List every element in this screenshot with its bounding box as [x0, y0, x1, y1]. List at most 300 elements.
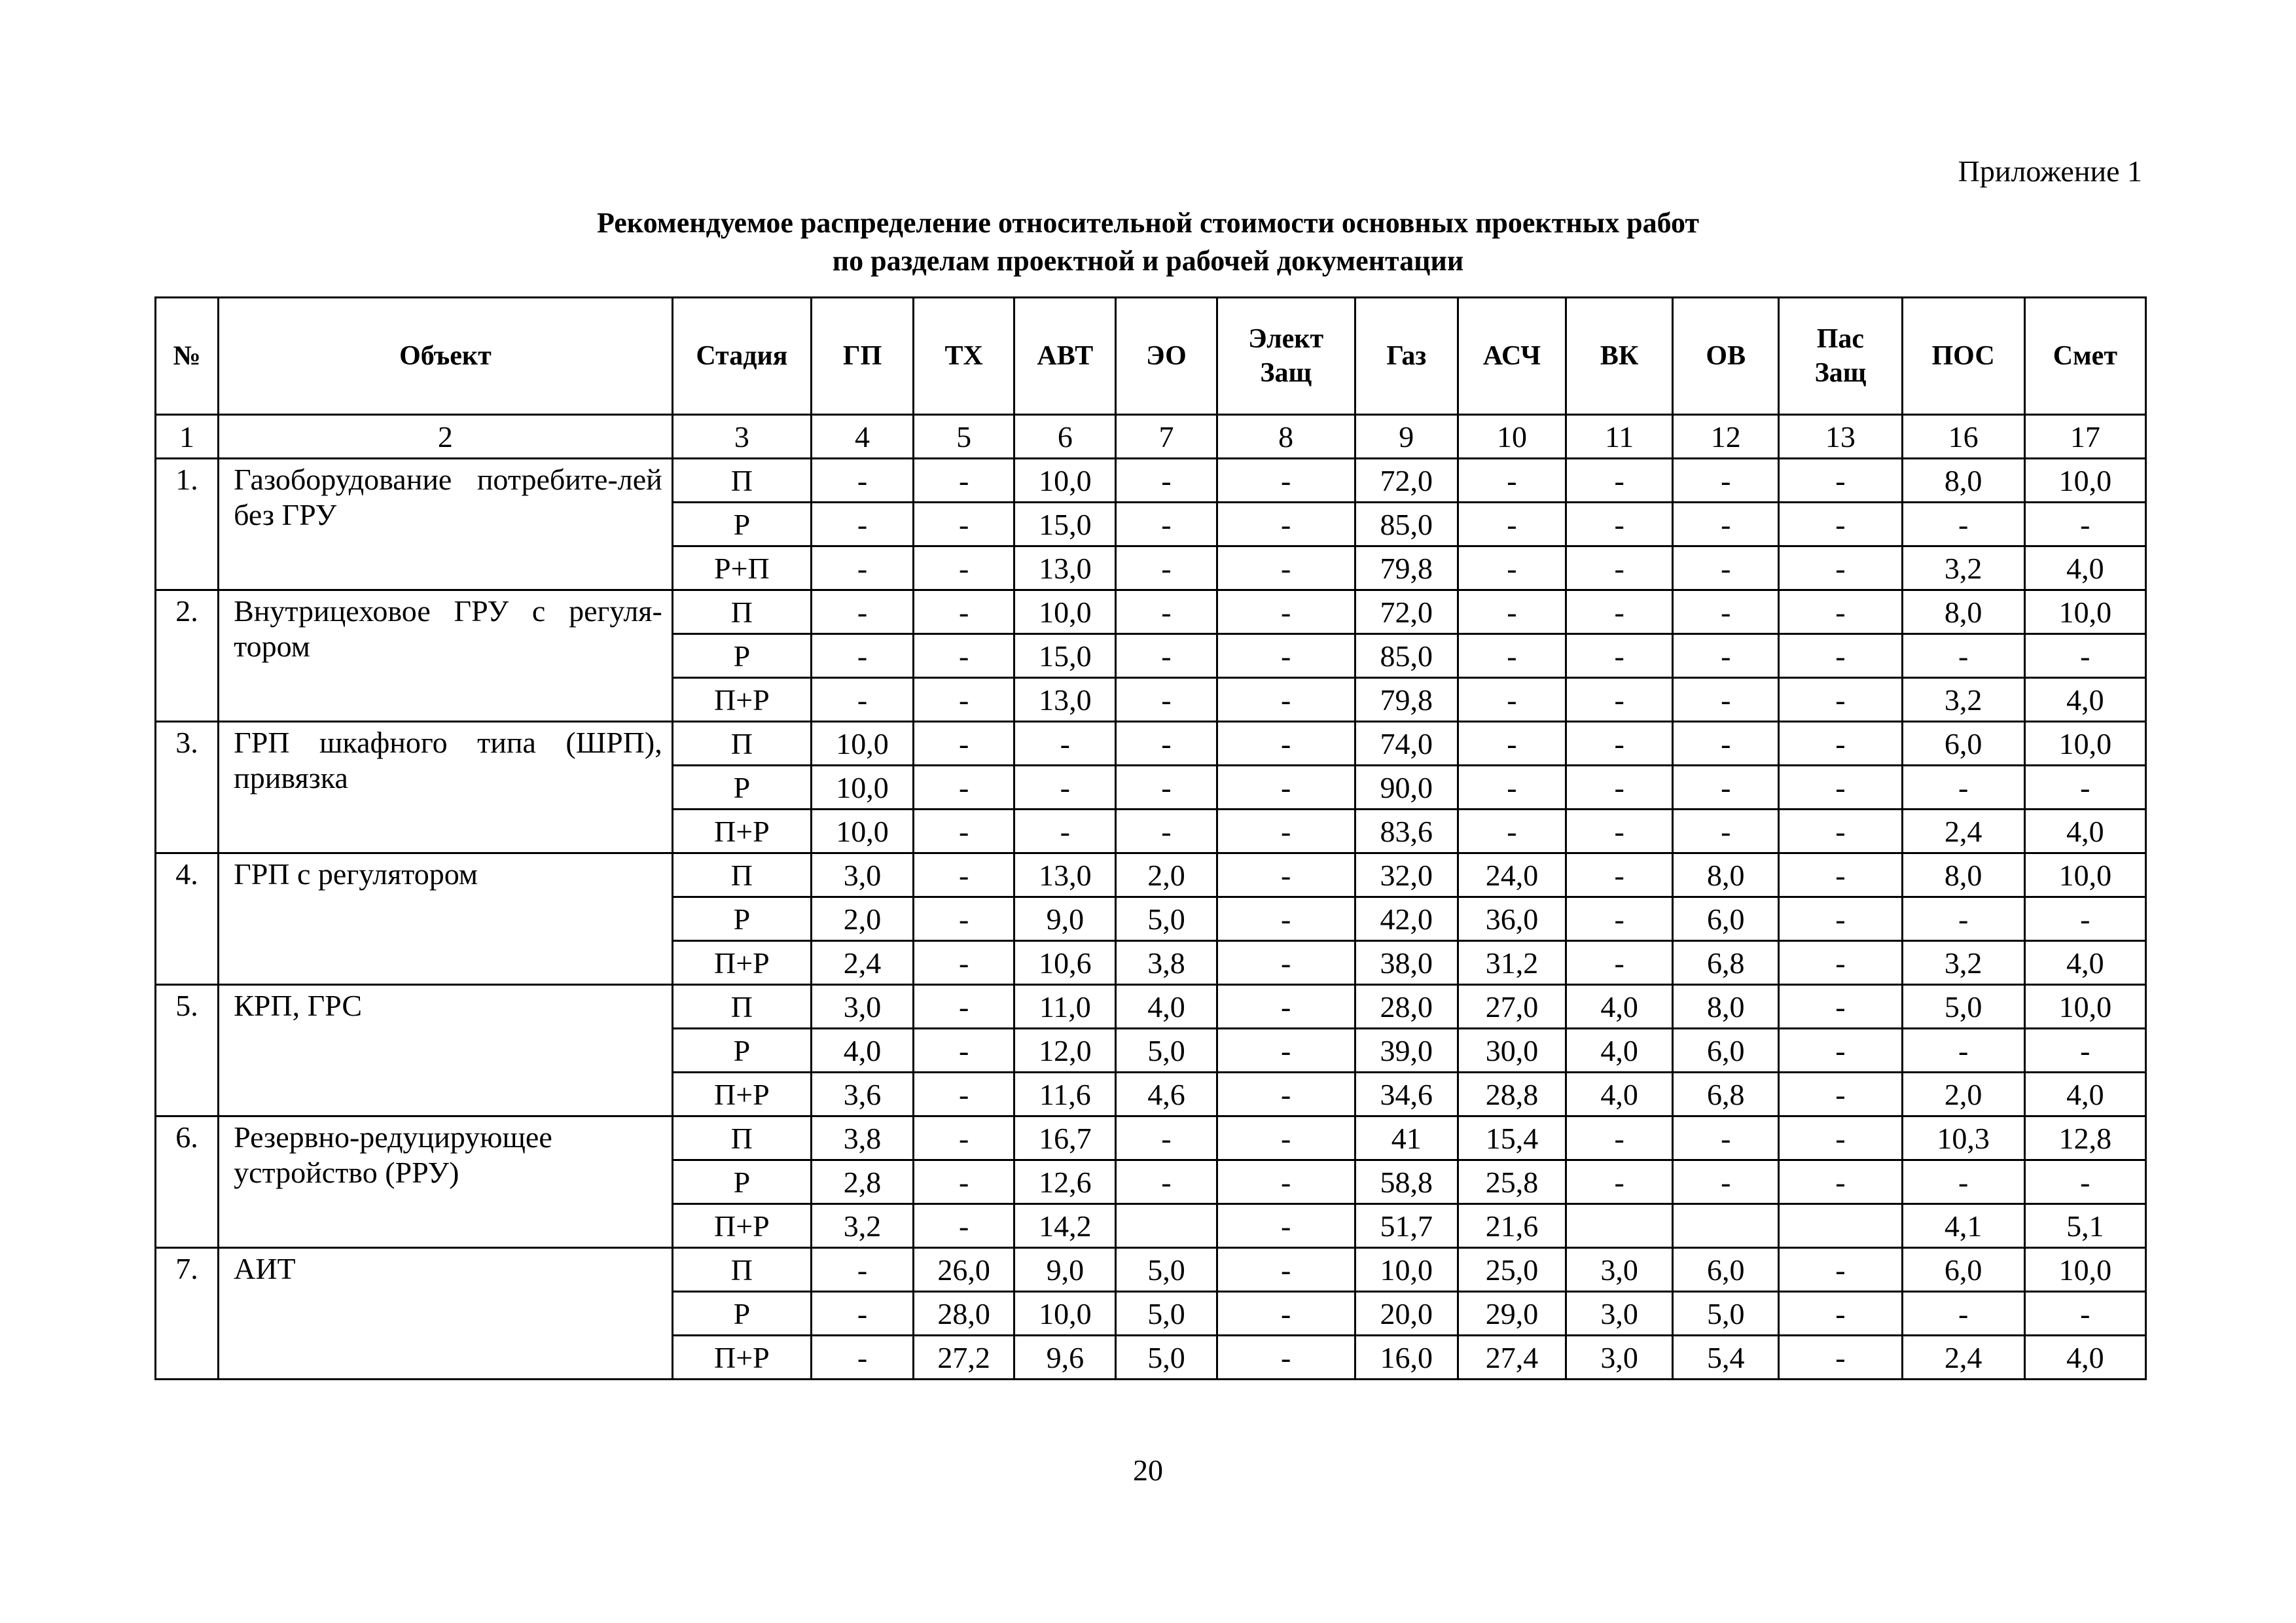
value-cell: 15,4	[1458, 1116, 1566, 1160]
row-number-cell: 7.	[156, 1248, 219, 1380]
value-cell: 3,2	[811, 1204, 913, 1248]
column-header: ЭО	[1116, 298, 1217, 415]
column-header: ОВ	[1673, 298, 1779, 415]
value-cell: 4,0	[1566, 1029, 1673, 1073]
value-cell: -	[1566, 853, 1673, 897]
value-cell: 24,0	[1458, 853, 1566, 897]
stage-cell: П+Р	[672, 941, 811, 985]
value-cell: 5,0	[1116, 1292, 1217, 1336]
value-cell: 4,6	[1116, 1073, 1217, 1116]
stage-cell: Р	[672, 1292, 811, 1336]
value-cell: 9,0	[1014, 897, 1116, 941]
value-cell: -	[1458, 459, 1566, 503]
value-cell: 3,2	[1902, 546, 2024, 590]
value-cell: -	[1217, 853, 1355, 897]
value-cell: -	[1566, 722, 1673, 766]
value-cell: 28,8	[1458, 1073, 1566, 1116]
value-cell: -	[1217, 1073, 1355, 1116]
value-cell: 2,4	[811, 941, 913, 985]
column-number-cell: 8	[1217, 415, 1355, 459]
value-cell: -	[1673, 546, 1779, 590]
table-row	[156, 985, 2146, 1029]
value-cell: 4,0	[2024, 678, 2145, 722]
value-cell: 28,0	[1355, 985, 1458, 1029]
value-cell: 12,6	[1014, 1160, 1116, 1204]
value-cell: -	[1779, 897, 1902, 941]
value-cell: 3,8	[1116, 941, 1217, 985]
value-cell: 72,0	[1355, 590, 1458, 634]
row-number-cell: 5.	[156, 985, 219, 1116]
value-cell: -	[1217, 1336, 1355, 1380]
value-cell: 15,0	[1014, 634, 1116, 678]
value-cell: -	[1779, 941, 1902, 985]
value-cell: -	[914, 810, 1014, 853]
column-header: ГП	[811, 298, 913, 415]
value-cell: -	[1217, 941, 1355, 985]
value-cell: -	[1566, 1160, 1673, 1204]
value-cell: -	[1779, 1073, 1902, 1116]
value-cell: 13,0	[1014, 853, 1116, 897]
value-cell: -	[1458, 634, 1566, 678]
value-cell: 10,0	[2024, 459, 2145, 503]
column-header: Смет	[2024, 298, 2145, 415]
stage-cell: Р	[672, 1029, 811, 1073]
value-cell: 85,0	[1355, 634, 1458, 678]
value-cell: -	[1458, 722, 1566, 766]
value-cell: 8,0	[1673, 853, 1779, 897]
value-cell: -	[914, 1029, 1014, 1073]
value-cell: 5,0	[1116, 1029, 1217, 1073]
value-cell: -	[1779, 1292, 1902, 1336]
column-header: АСЧ	[1458, 298, 1566, 415]
column-number-cell: 5	[914, 415, 1014, 459]
value-cell: -	[1217, 1248, 1355, 1292]
value-cell: 12,0	[1014, 1029, 1116, 1073]
cost-distribution-table	[154, 296, 2147, 1380]
value-cell: -	[914, 1160, 1014, 1204]
column-number-cell: 7	[1116, 415, 1217, 459]
column-number-cell: 6	[1014, 415, 1116, 459]
stage-cell: Р	[672, 897, 811, 941]
value-cell: 10,0	[2024, 1248, 2145, 1292]
value-cell: -	[1902, 1160, 2024, 1204]
value-cell: -	[914, 897, 1014, 941]
value-cell: -	[1116, 634, 1217, 678]
value-cell: -	[2024, 1292, 2145, 1336]
value-cell: -	[914, 1116, 1014, 1160]
value-cell: -	[1217, 1116, 1355, 1160]
value-cell: -	[914, 985, 1014, 1029]
value-cell: -	[1779, 546, 1902, 590]
value-cell: -	[914, 503, 1014, 546]
stage-cell: Р	[672, 1160, 811, 1204]
stage-cell: Р+П	[672, 546, 811, 590]
value-cell: -	[1217, 1292, 1355, 1336]
column-number-cell: 9	[1355, 415, 1458, 459]
value-cell: 4,0	[811, 1029, 913, 1073]
stage-cell: П	[672, 1248, 811, 1292]
value-cell: -	[2024, 503, 2145, 546]
value-cell: -	[1116, 722, 1217, 766]
value-cell: -	[811, 1292, 913, 1336]
value-cell: -	[914, 941, 1014, 985]
column-header: Стадия	[672, 298, 811, 415]
value-cell: -	[1566, 1116, 1673, 1160]
value-cell: -	[1217, 634, 1355, 678]
value-cell: 39,0	[1355, 1029, 1458, 1073]
value-cell: -	[914, 722, 1014, 766]
value-cell: -	[1116, 590, 1217, 634]
value-cell: -	[1014, 766, 1116, 810]
value-cell: -	[1217, 810, 1355, 853]
value-cell: -	[1779, 590, 1902, 634]
stage-cell: П	[672, 590, 811, 634]
value-cell: 58,8	[1355, 1160, 1458, 1204]
object-name-cell: Резервно-редуцирующее устройство (РРУ)	[219, 1116, 673, 1248]
value-cell: 5,0	[1116, 1248, 1217, 1292]
value-cell: 38,0	[1355, 941, 1458, 985]
page-number: 20	[1133, 1454, 1163, 1487]
value-cell: 10,0	[1014, 590, 1116, 634]
table-row	[156, 853, 2146, 897]
value-cell: 10,3	[1902, 1116, 2024, 1160]
stage-cell: П+Р	[672, 1073, 811, 1116]
value-cell: 51,7	[1355, 1204, 1458, 1248]
value-cell: 6,0	[1902, 1248, 2024, 1292]
appendix-label: Приложение 1	[1958, 154, 2142, 188]
value-cell: 21,6	[1458, 1204, 1566, 1248]
value-cell: 6,0	[1673, 897, 1779, 941]
column-number-cell: 17	[2024, 415, 2145, 459]
value-cell: -	[811, 546, 913, 590]
value-cell: -	[1014, 810, 1116, 853]
value-cell: 10,0	[2024, 722, 2145, 766]
table-row	[156, 722, 2146, 766]
value-cell	[1566, 1204, 1673, 1248]
value-cell: -	[1566, 897, 1673, 941]
column-number-cell: 16	[1902, 415, 2024, 459]
value-cell: 83,6	[1355, 810, 1458, 853]
value-cell	[1673, 1204, 1779, 1248]
value-cell: 30,0	[1458, 1029, 1566, 1073]
value-cell: 27,0	[1458, 985, 1566, 1029]
value-cell: 25,8	[1458, 1160, 1566, 1204]
column-number-cell: 11	[1566, 415, 1673, 459]
value-cell: -	[1779, 853, 1902, 897]
value-cell: 10,0	[811, 766, 913, 810]
value-cell: 8,0	[1673, 985, 1779, 1029]
value-cell: -	[811, 459, 913, 503]
row-number-cell: 6.	[156, 1116, 219, 1248]
stage-cell: П	[672, 853, 811, 897]
value-cell: -	[1902, 766, 2024, 810]
title-line-1: Рекомендуемое распределение относительной стоимости основных проектных работ	[596, 207, 1700, 239]
value-cell: -	[1673, 634, 1779, 678]
value-cell: -	[1779, 985, 1902, 1029]
column-number-cell: 10	[1458, 415, 1566, 459]
value-cell: -	[1673, 503, 1779, 546]
value-cell: 10,0	[811, 722, 913, 766]
value-cell: -	[1673, 1116, 1779, 1160]
stage-cell: П+Р	[672, 1204, 811, 1248]
value-cell: 5,4	[1673, 1336, 1779, 1380]
object-name-cell: ГРП шкафного типа (ШРП), привязка	[219, 722, 673, 853]
value-cell: -	[1116, 546, 1217, 590]
value-cell: -	[1673, 678, 1779, 722]
value-cell: -	[811, 1336, 913, 1380]
value-cell: -	[1217, 722, 1355, 766]
value-cell: -	[1779, 722, 1902, 766]
value-cell: 14,2	[1014, 1204, 1116, 1248]
column-number-row	[156, 415, 2146, 459]
value-cell: -	[1217, 766, 1355, 810]
value-cell: -	[914, 590, 1014, 634]
value-cell: 2,4	[1902, 810, 2024, 853]
column-header: ВК	[1566, 298, 1673, 415]
column-header: Пас Защ	[1779, 298, 1902, 415]
value-cell: -	[1902, 1292, 2024, 1336]
value-cell: 79,8	[1355, 546, 1458, 590]
table-row	[156, 459, 2146, 503]
value-cell: -	[914, 459, 1014, 503]
value-cell: 4,0	[1116, 985, 1217, 1029]
value-cell: -	[1217, 503, 1355, 546]
object-name-cell: Внутрицеховое ГРУ с регуля-тором	[219, 590, 673, 722]
value-cell: -	[1779, 459, 1902, 503]
value-cell: 8,0	[1902, 459, 2024, 503]
value-cell: -	[1779, 1248, 1902, 1292]
value-cell: -	[1779, 634, 1902, 678]
value-cell: 3,0	[811, 853, 913, 897]
value-cell: 10,0	[2024, 985, 2145, 1029]
value-cell: -	[1116, 1160, 1217, 1204]
object-name-cell: КРП, ГРС	[219, 985, 673, 1116]
value-cell: 5,0	[1116, 897, 1217, 941]
object-name-cell: АИТ	[219, 1248, 673, 1380]
value-cell: 10,0	[1355, 1248, 1458, 1292]
value-cell: 85,0	[1355, 503, 1458, 546]
column-number-cell: 3	[672, 415, 811, 459]
value-cell: -	[1458, 546, 1566, 590]
value-cell: -	[1217, 985, 1355, 1029]
value-cell: 79,8	[1355, 678, 1458, 722]
stage-cell: П	[672, 459, 811, 503]
value-cell: 13,0	[1014, 678, 1116, 722]
value-cell: 10,0	[2024, 590, 2145, 634]
value-cell: -	[914, 766, 1014, 810]
value-cell: -	[1779, 1029, 1902, 1073]
value-cell: -	[811, 678, 913, 722]
object-name-cell: ГРП с регулятором	[219, 853, 673, 985]
value-cell: -	[1566, 766, 1673, 810]
value-cell: 3,8	[811, 1116, 913, 1160]
value-cell: -	[1673, 810, 1779, 853]
value-cell: 16,7	[1014, 1116, 1116, 1160]
stage-cell: П	[672, 985, 811, 1029]
value-cell: -	[1566, 810, 1673, 853]
value-cell: -	[2024, 1160, 2145, 1204]
value-cell: 41	[1355, 1116, 1458, 1160]
value-cell: -	[2024, 766, 2145, 810]
value-cell: 3,6	[811, 1073, 913, 1116]
value-cell: 6,0	[1673, 1248, 1779, 1292]
value-cell: 4,1	[1902, 1204, 2024, 1248]
value-cell: 2,4	[1902, 1336, 2024, 1380]
value-cell: -	[2024, 1029, 2145, 1073]
column-header: АВТ	[1014, 298, 1116, 415]
value-cell: -	[1673, 722, 1779, 766]
value-cell: 90,0	[1355, 766, 1458, 810]
value-cell: 9,6	[1014, 1336, 1116, 1380]
value-cell: -	[1566, 590, 1673, 634]
row-number-cell: 3.	[156, 722, 219, 853]
value-cell: -	[1458, 678, 1566, 722]
value-cell: -	[1116, 459, 1217, 503]
value-cell: 5,1	[2024, 1204, 2145, 1248]
value-cell: 16,0	[1355, 1336, 1458, 1380]
value-cell	[1779, 1204, 1902, 1248]
value-cell: -	[1566, 941, 1673, 985]
table-row	[156, 1116, 2146, 1160]
row-number-cell: 1.	[156, 459, 219, 590]
table-row	[156, 590, 2146, 634]
value-cell: -	[1566, 678, 1673, 722]
value-cell: -	[1779, 810, 1902, 853]
value-cell: 5,0	[1673, 1292, 1779, 1336]
column-header: Объект	[219, 298, 673, 415]
value-cell: 6,8	[1673, 1073, 1779, 1116]
value-cell: -	[1673, 459, 1779, 503]
value-cell: 12,8	[2024, 1116, 2145, 1160]
value-cell: -	[914, 546, 1014, 590]
value-cell: -	[1116, 766, 1217, 810]
value-cell: -	[1116, 678, 1217, 722]
value-cell: -	[1566, 459, 1673, 503]
value-cell: -	[914, 678, 1014, 722]
value-cell: -	[1217, 678, 1355, 722]
value-cell: 3,0	[1566, 1336, 1673, 1380]
value-cell: -	[1902, 897, 2024, 941]
column-number-cell: 12	[1673, 415, 1779, 459]
value-cell: 28,0	[914, 1292, 1014, 1336]
stage-cell: Р	[672, 634, 811, 678]
value-cell: -	[1458, 810, 1566, 853]
value-cell: 4,0	[2024, 1073, 2145, 1116]
value-cell: 2,0	[1902, 1073, 2024, 1116]
value-cell: 10,6	[1014, 941, 1116, 985]
value-cell: -	[914, 1073, 1014, 1116]
value-cell: 8,0	[1902, 853, 2024, 897]
value-cell: 3,2	[1902, 678, 2024, 722]
column-header: Газ	[1355, 298, 1458, 415]
value-cell: 3,0	[811, 985, 913, 1029]
value-cell: -	[914, 634, 1014, 678]
value-cell: -	[1779, 678, 1902, 722]
value-cell: 5,0	[1116, 1336, 1217, 1380]
column-header: Элект Защ	[1217, 298, 1355, 415]
value-cell: -	[1458, 503, 1566, 546]
value-cell: -	[1217, 1204, 1355, 1248]
value-cell: 10,0	[811, 810, 913, 853]
value-cell: 4,0	[2024, 546, 2145, 590]
value-cell: -	[1566, 503, 1673, 546]
value-cell	[1116, 1204, 1217, 1248]
column-number-cell: 1	[156, 415, 219, 459]
value-cell: -	[1673, 590, 1779, 634]
column-header: №	[156, 298, 219, 415]
value-cell: 10,0	[1014, 1292, 1116, 1336]
row-number-cell: 4.	[156, 853, 219, 985]
value-cell: -	[914, 1204, 1014, 1248]
value-cell: 25,0	[1458, 1248, 1566, 1292]
value-cell: 11,0	[1014, 985, 1116, 1029]
stage-cell: П	[672, 1116, 811, 1160]
value-cell: 3,2	[1902, 941, 2024, 985]
object-name-cell: Газоборудование потребите-лей без ГРУ	[219, 459, 673, 590]
value-cell: -	[1779, 1116, 1902, 1160]
value-cell: 3,0	[1566, 1248, 1673, 1292]
value-cell: 27,2	[914, 1336, 1014, 1380]
value-cell: 11,6	[1014, 1073, 1116, 1116]
table-header-row	[156, 298, 2146, 415]
value-cell: 36,0	[1458, 897, 1566, 941]
stage-cell: П+Р	[672, 810, 811, 853]
value-cell: -	[1566, 546, 1673, 590]
row-number-cell: 2.	[156, 590, 219, 722]
value-cell: -	[1217, 459, 1355, 503]
stage-cell: Р	[672, 766, 811, 810]
value-cell: 74,0	[1355, 722, 1458, 766]
value-cell: 15,0	[1014, 503, 1116, 546]
value-cell: -	[2024, 897, 2145, 941]
value-cell: -	[1217, 1160, 1355, 1204]
value-cell: -	[2024, 634, 2145, 678]
value-cell: 5,0	[1902, 985, 2024, 1029]
value-cell: 10,0	[1014, 459, 1116, 503]
value-cell: -	[1673, 1160, 1779, 1204]
value-cell: 4,0	[2024, 1336, 2145, 1380]
value-cell: 2,0	[811, 897, 913, 941]
value-cell: -	[1217, 546, 1355, 590]
value-cell: -	[1902, 634, 2024, 678]
value-cell: -	[1779, 766, 1902, 810]
value-cell: 27,4	[1458, 1336, 1566, 1380]
value-cell: -	[811, 634, 913, 678]
stage-cell: П+Р	[672, 1336, 811, 1380]
value-cell: 42,0	[1355, 897, 1458, 941]
value-cell: 2,8	[811, 1160, 913, 1204]
value-cell: 13,0	[1014, 546, 1116, 590]
value-cell: -	[1116, 503, 1217, 546]
value-cell: -	[914, 853, 1014, 897]
value-cell: 6,8	[1673, 941, 1779, 985]
value-cell: -	[1217, 897, 1355, 941]
value-cell: 72,0	[1355, 459, 1458, 503]
value-cell: -	[1779, 1160, 1902, 1204]
value-cell: 3,0	[1566, 1292, 1673, 1336]
value-cell: 6,0	[1673, 1029, 1779, 1073]
value-cell: -	[811, 1248, 913, 1292]
value-cell: 26,0	[914, 1248, 1014, 1292]
table-row	[156, 1248, 2146, 1292]
column-number-cell: 13	[1779, 415, 1902, 459]
value-cell: 31,2	[1458, 941, 1566, 985]
value-cell: 34,6	[1355, 1073, 1458, 1116]
value-cell: -	[1673, 766, 1779, 810]
value-cell: 9,0	[1014, 1248, 1116, 1292]
value-cell: -	[1116, 1116, 1217, 1160]
column-number-cell: 4	[811, 415, 913, 459]
